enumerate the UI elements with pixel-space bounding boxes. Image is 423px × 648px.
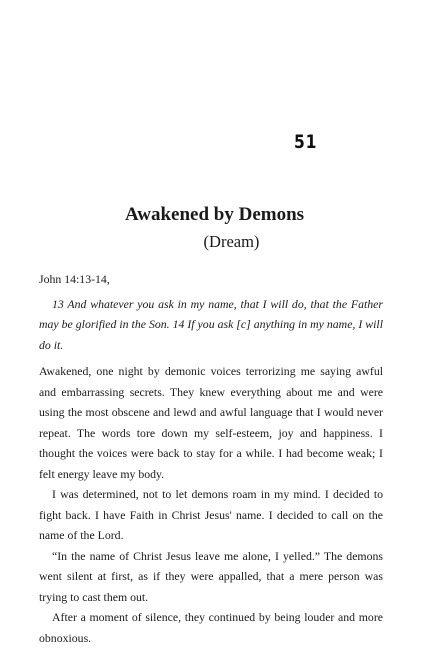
scripture-reference: John 14:13-14, — [39, 272, 110, 286]
chapter-number: 51 — [294, 131, 318, 153]
body-paragraph: “In the name of Christ Jesus leave me alone, I yelled.” The demons went silent at first, as if they were appalled, that a mere person was trying to cast them out. — [39, 548, 383, 604]
body-paragraph: I was determined, not to let demons roam in my mind. I decided to fight back. I have Faith in Christ Jesus' name. I decided to call on the name of the Lord. — [39, 487, 383, 542]
body-paragraph: Awakened, one night by demonic voices terrorizing me saying awful and embarrassing secrets. They knew everything about me and were using the most obscene and lewd and awful language that I would never repeat. The words tore down my self-esteem, joy and happiness. I thought the voices were back to stay for a while. I had become weak; I felt energy leave my body. — [39, 364, 383, 481]
scripture-verse: 13 And whatever you ask in my name, that I will do, that the Father may be glorified in the Son. 14 If you ask [c] anything in my name, I will do it. — [39, 296, 383, 352]
body-paragraph: After a moment of silence, they continued by being louder and more obnoxious. — [39, 610, 383, 645]
chapter-body — [39, 269, 383, 648]
chapter-subtitle: (Dream) — [203, 232, 260, 251]
chapter-title: Awakened by Demons — [124, 204, 305, 225]
